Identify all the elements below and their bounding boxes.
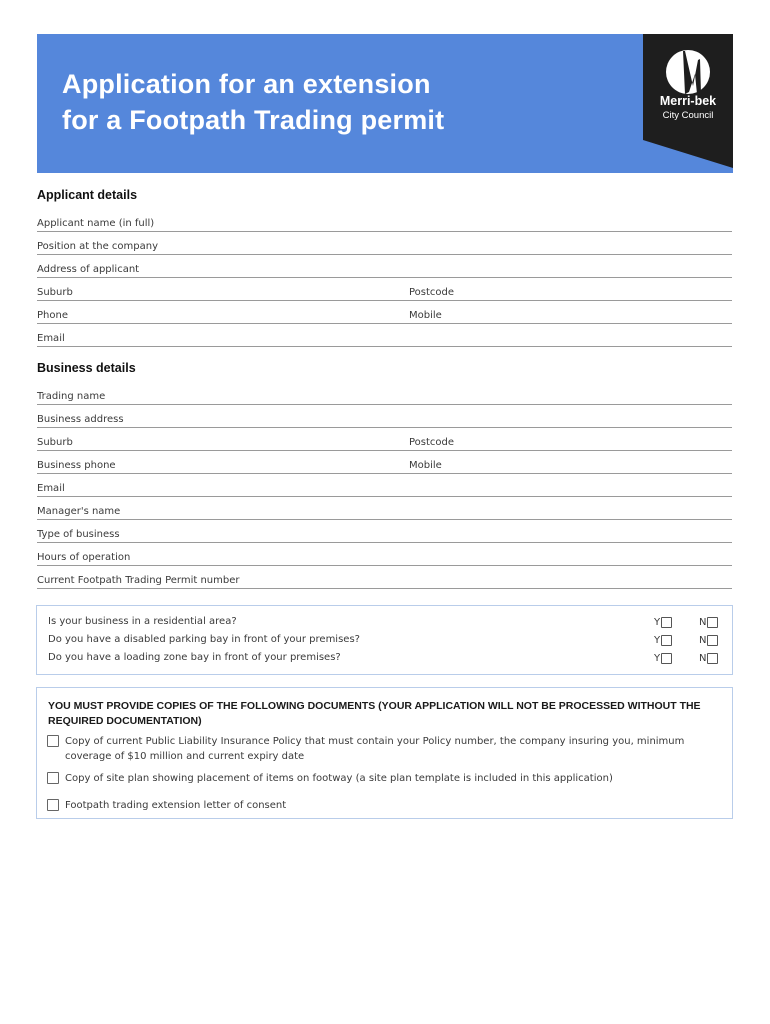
no-label: N <box>699 653 707 664</box>
document-checklist-item[interactable] <box>47 798 722 814</box>
question-text: Do you have a loading zone bay in front of your premises? <box>48 652 341 663</box>
trading-name-label: Trading name <box>37 391 106 402</box>
document-checklist-item[interactable] <box>47 771 722 787</box>
question-row <box>48 616 728 632</box>
no-checkbox[interactable] <box>707 617 718 628</box>
yes-option[interactable] <box>654 617 672 628</box>
questions-box <box>36 605 733 675</box>
business-phone-field[interactable] <box>37 455 395 474</box>
required-documents-heading: YOU MUST PROVIDE COPIES OF THE FOLLOWING DOCUMENTS (YOUR APPLICATION WILL NOT BE PROCESSED WITHOUT THE REQUIRED DOCUMENTATION) <box>48 700 701 727</box>
document-checklist-item[interactable] <box>47 734 722 766</box>
business-type-field[interactable] <box>37 524 732 543</box>
applicant-address-label: Address of applicant <box>37 264 140 275</box>
applicant-email-field[interactable] <box>37 328 732 347</box>
page-header <box>37 34 733 173</box>
permit-number-field[interactable] <box>37 570 732 589</box>
council-name: Merri-bek <box>659 94 717 108</box>
position-label: Position at the company <box>37 241 159 252</box>
business-mobile-field[interactable] <box>395 455 732 474</box>
business-address-field[interactable] <box>37 409 732 428</box>
business-suburb-field[interactable] <box>37 432 395 451</box>
applicant-name-label: Applicant name (in full) <box>37 218 155 229</box>
yes-checkbox[interactable] <box>661 653 672 664</box>
yes-label: Y <box>654 653 661 664</box>
manager-name-label: Manager's name <box>37 506 121 517</box>
document-text: Copy of site plan showing placement of items on footway (a site plan template is included in this application) <box>65 773 613 784</box>
hours-of-operation-label: Hours of operation <box>37 552 131 563</box>
business-postcode-field[interactable] <box>395 432 732 451</box>
yes-option[interactable] <box>654 635 672 646</box>
hours-of-operation-field[interactable] <box>37 547 732 566</box>
applicant-mobile-label: Mobile <box>409 310 442 321</box>
document-text: Copy of current Public Liability Insurance Policy that must contain your Policy number, the company insuring you, minimum coverage of $10 million and current expiry date <box>65 736 685 762</box>
document-text: Footpath trading extension letter of consent <box>65 800 287 811</box>
page-title-line-2: for a Footpath Trading permit <box>62 105 445 135</box>
applicant-details-heading: Applicant details <box>37 188 138 202</box>
yes-label: Y <box>654 635 661 646</box>
applicant-postcode-label: Postcode <box>409 287 455 298</box>
question-text: Do you have a disabled parking bay in front of your premises? <box>48 634 360 645</box>
business-postcode-label: Postcode <box>409 437 455 448</box>
business-email-label: Email <box>37 483 65 494</box>
no-option[interactable] <box>699 617 718 628</box>
applicant-phone-label: Phone <box>37 310 68 321</box>
applicant-mobile-field[interactable] <box>395 305 732 324</box>
page-title-line-1: Application for an extension <box>62 69 431 99</box>
question-text: Is your business in a residential area? <box>48 616 237 627</box>
business-address-label: Business address <box>37 414 124 425</box>
business-email-field[interactable] <box>37 478 732 497</box>
council-subtitle: City Council <box>662 110 714 121</box>
applicant-address-field[interactable] <box>37 259 732 278</box>
no-checkbox[interactable] <box>707 653 718 664</box>
yes-checkbox[interactable] <box>661 635 672 646</box>
applicant-suburb-field[interactable] <box>37 282 395 301</box>
business-type-label: Type of business <box>37 529 120 540</box>
page-title <box>62 66 622 138</box>
business-suburb-label: Suburb <box>37 437 73 448</box>
applicant-email-label: Email <box>37 333 65 344</box>
applicant-postcode-field[interactable] <box>395 282 732 301</box>
applicant-suburb-label: Suburb <box>37 287 73 298</box>
business-details-heading: Business details <box>37 361 136 375</box>
question-row <box>48 634 728 650</box>
document-checkbox[interactable] <box>47 772 59 784</box>
no-option[interactable] <box>699 635 718 646</box>
business-phone-label: Business phone <box>37 460 116 471</box>
yes-checkbox[interactable] <box>661 617 672 628</box>
applicant-phone-field[interactable] <box>37 305 395 324</box>
no-label: N <box>699 635 707 646</box>
permit-number-label: Current Footpath Trading Permit number <box>37 575 240 586</box>
document-checkbox[interactable] <box>47 799 59 811</box>
required-documents-box <box>36 687 733 819</box>
business-mobile-label: Mobile <box>409 460 442 471</box>
document-checkbox[interactable] <box>47 735 59 747</box>
position-field[interactable] <box>37 236 732 255</box>
question-row <box>48 652 728 668</box>
applicant-name-field[interactable] <box>37 213 732 232</box>
no-label: N <box>699 617 707 628</box>
no-checkbox[interactable] <box>707 635 718 646</box>
council-logo-banner <box>643 34 733 168</box>
trading-name-field[interactable] <box>37 386 732 405</box>
yes-label: Y <box>654 617 661 628</box>
no-option[interactable] <box>699 653 718 664</box>
manager-name-field[interactable] <box>37 501 732 520</box>
yes-option[interactable] <box>654 653 672 664</box>
